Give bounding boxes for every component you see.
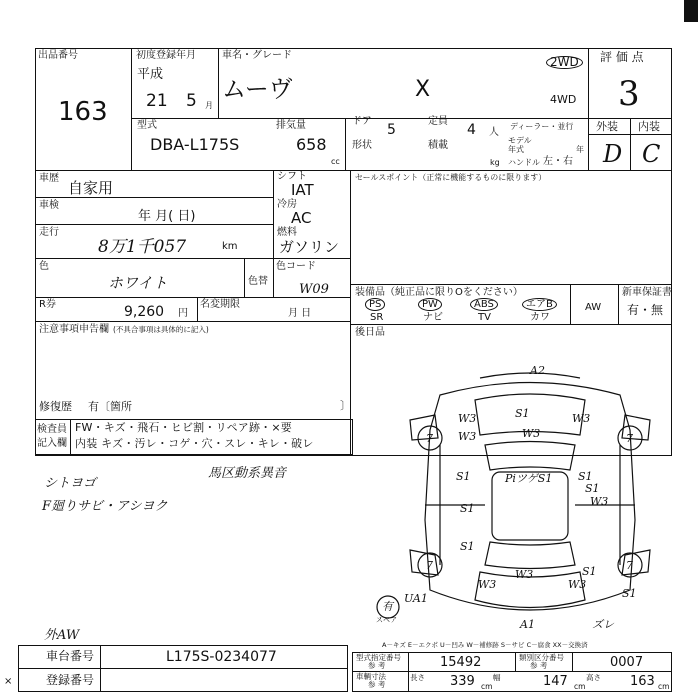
- size-sub: 参 考: [368, 680, 386, 689]
- mark-w3-rear-left: W3: [478, 578, 497, 591]
- equipment-sr: SR: [370, 312, 384, 323]
- ac-value: AC: [291, 209, 312, 227]
- yen-unit: 円: [178, 308, 188, 319]
- inspector-label-bottom: 記入欄: [37, 438, 67, 449]
- length-unit: cm: [481, 682, 493, 691]
- capacity: 4: [467, 122, 476, 138]
- mark-7-rear-left: 7: [426, 559, 433, 572]
- exterior-label: 外装: [596, 120, 618, 133]
- shape-label: 形状: [352, 140, 372, 151]
- color-code-label: 色コード: [276, 261, 316, 272]
- mark-spare-label: スペア: [376, 616, 397, 624]
- mark-w3-right-front: W3: [572, 412, 591, 425]
- recycle-value: 9,260: [124, 304, 165, 320]
- margin-x-mark: ×: [4, 676, 13, 687]
- repair-value: 有〔箇所: [88, 400, 132, 413]
- category-sub: 参 考: [530, 661, 548, 670]
- mark-ua1: UA1: [404, 592, 428, 605]
- mark-w3-hood: W3: [522, 427, 541, 440]
- chassis-label: 車台番号: [46, 649, 95, 663]
- lot-label: 出品番号: [38, 50, 78, 61]
- year-unit: 年: [576, 145, 584, 154]
- color-change-label: 色替: [248, 276, 268, 287]
- height-unit: cm: [658, 682, 670, 691]
- model-designation-sub: 参 考: [368, 661, 386, 670]
- equipment-ps: [365, 298, 385, 311]
- mark-w3-right-door: W3: [590, 495, 609, 508]
- name-change-value: 月 日: [288, 308, 312, 319]
- equipment-abs-text: ABS: [470, 298, 498, 311]
- equipment-ps-text: PS: [365, 298, 385, 311]
- damage-legend: A－キズ E－エクボ U－凹み W－補修跡 S－サビ C－腐食 XX－交換済: [382, 641, 588, 649]
- mark-7-rear-right: 7: [626, 559, 633, 572]
- model-type: DBA-L175S: [150, 135, 240, 154]
- era-label: 平成: [137, 67, 164, 82]
- mark-zure: ズレ: [592, 618, 614, 631]
- category-label: 類別区分番号: [519, 653, 564, 662]
- mileage-label: 走行: [39, 227, 59, 238]
- warranty-label: 新車保証書: [622, 287, 672, 298]
- inspector-row2: 内装 キズ・汚レ・コゲ・穴・スレ・キレ・破レ: [75, 437, 314, 450]
- interior-label: 内装: [638, 120, 660, 133]
- width-label: 幅: [493, 673, 501, 682]
- handwritten-line3: 馬区動系異音: [208, 466, 287, 481]
- drive-2wd-circled: 2WD: [546, 56, 583, 69]
- interior-grade: C: [642, 140, 661, 168]
- mark-w3-rear-right: W3: [568, 578, 587, 591]
- registration-month: 5: [186, 91, 197, 111]
- length-value: 339: [450, 674, 475, 689]
- windshield: [485, 442, 575, 471]
- equipment-aw: AW: [585, 302, 602, 313]
- model-designation: 15492: [440, 655, 482, 670]
- mark-s1-left-rear-door: S1: [460, 502, 475, 515]
- history-label: 車歴: [39, 173, 59, 184]
- registration-year: 21: [146, 91, 168, 111]
- sales-point-label: セールスポイント（正常に機能するものに限ります）: [355, 173, 547, 182]
- cc-unit: cc: [331, 157, 340, 166]
- mark-w3-left-front: W3: [458, 430, 477, 443]
- fuel-label: 燃料: [277, 227, 297, 238]
- history-value: 自家用: [68, 179, 114, 197]
- handle-value: 左・右: [543, 156, 573, 167]
- name-change-label: 名変期限: [200, 299, 240, 310]
- drive-2wd: [546, 56, 583, 69]
- model-designation-label: 型式指定番号: [356, 653, 401, 662]
- mark-s1-left-sill: S1: [460, 540, 475, 553]
- warranty-value: 有・無: [627, 303, 664, 317]
- rear-window: [485, 542, 575, 569]
- handle-label: ハンドル: [508, 158, 540, 167]
- inspection-label: 車検: [39, 200, 59, 211]
- mileage-value: 8万1千057: [98, 237, 187, 257]
- color-value: ホワイト: [108, 274, 168, 292]
- load-label: 積載: [428, 140, 448, 151]
- width-unit: cm: [574, 682, 586, 691]
- registration-label: 登録番号: [46, 673, 95, 687]
- model-grade-label: 車名・グレード: [222, 50, 292, 61]
- equipment-pw: [418, 298, 442, 311]
- ac-label: 冷房: [277, 199, 297, 210]
- score-label: 評 価 点: [600, 50, 644, 64]
- equipment-airbag-text: エアB: [522, 298, 557, 311]
- car-diagram: [376, 360, 680, 645]
- score-value: 3: [618, 74, 640, 114]
- doors: 5: [387, 122, 396, 138]
- doors-label: ドア: [352, 116, 372, 127]
- handwritten-line2: F廻りサビ・アシヨク: [42, 499, 168, 514]
- notes-label: 注意事項申告欄: [39, 324, 109, 335]
- model-year-label: モデル年式: [508, 136, 532, 154]
- mark-spare-yes: 有: [382, 600, 393, 613]
- inspection-value: 年 月( 日): [138, 209, 196, 224]
- equipment-pw-text: PW: [418, 298, 442, 311]
- chassis-value: L175S-0234077: [166, 649, 277, 665]
- mark-w3-left-mirror: W3: [458, 412, 477, 425]
- height-value: 163: [630, 674, 655, 689]
- capacity-label: 定員: [428, 116, 448, 127]
- mark-s1-right-door: S1: [578, 470, 593, 483]
- mark-s1-rear-corner: S1: [622, 587, 637, 600]
- aftermarket-label: 後日品: [355, 327, 385, 338]
- model-type-label: 型式: [137, 120, 157, 131]
- mark-s1-rear-right: S1: [582, 565, 597, 578]
- handwritten-bottom: 外AW: [44, 628, 80, 643]
- mark-s1-hood: S1: [515, 407, 530, 420]
- car-name: ムーヴ: [222, 75, 293, 103]
- length-label: 長さ: [410, 673, 425, 682]
- shift-label: シフト: [277, 171, 307, 182]
- drive-4wd: 4WD: [550, 93, 577, 106]
- repair-label: 修復歴: [39, 400, 72, 413]
- kg-unit: kg: [490, 158, 500, 167]
- category-value: 0007: [610, 655, 644, 670]
- recycle-label: R券: [39, 299, 56, 310]
- mark-w3-trunk: W3: [515, 568, 534, 581]
- km-unit: km: [222, 241, 238, 252]
- capacity-unit: 人: [489, 127, 499, 138]
- grade: X: [415, 77, 431, 102]
- equipment-navi: ナビ: [423, 312, 443, 323]
- shift-value: IAT: [291, 181, 314, 199]
- mark-a2: A2: [530, 364, 545, 377]
- handwritten-line1: シトヨゴ: [44, 476, 97, 491]
- color-code: W09: [299, 282, 329, 297]
- equipment-airbag: [522, 298, 557, 311]
- equipment-tv: TV: [478, 312, 491, 323]
- first-registration-label: 初度登録年月: [136, 50, 196, 61]
- mark-s1-left-door: S1: [456, 470, 471, 483]
- notes-sub-label: (不具合事項は具体的に記入): [113, 325, 209, 334]
- exterior-grade: D: [603, 140, 623, 168]
- dealer-label: ディーラー・並行: [510, 122, 574, 131]
- mark-7-front-right: 7: [626, 432, 633, 445]
- equipment-leather: カワ: [530, 312, 550, 323]
- month-unit: 月: [205, 101, 213, 110]
- equipment-abs: [470, 298, 498, 311]
- size-label: 車輌寸法: [356, 672, 386, 681]
- width-value: 147: [543, 674, 568, 689]
- mark-7-front-left: 7: [426, 432, 433, 445]
- inspector-row1: FW・キズ・飛石・ヒビ割・リペア跡・×要: [75, 421, 292, 434]
- top-right-corner-mark: [684, 0, 698, 22]
- mark-s1-right-door-2: S1: [585, 482, 600, 495]
- lot-number: 163: [58, 97, 108, 127]
- mark-roof: PiツゲS1: [505, 472, 553, 485]
- height-label: 高さ: [586, 673, 601, 682]
- mark-a1: A1: [520, 618, 535, 631]
- inspector-label-top: 検査員: [37, 424, 67, 435]
- repair-end: 〕: [340, 399, 351, 412]
- equipment-label: 装備品（純正品に限りΟをください）: [355, 287, 523, 298]
- displacement: 658: [296, 135, 327, 154]
- displacement-label: 排気量: [276, 120, 306, 131]
- fuel-value: ガソリン: [279, 238, 340, 256]
- color-label: 色: [39, 261, 49, 272]
